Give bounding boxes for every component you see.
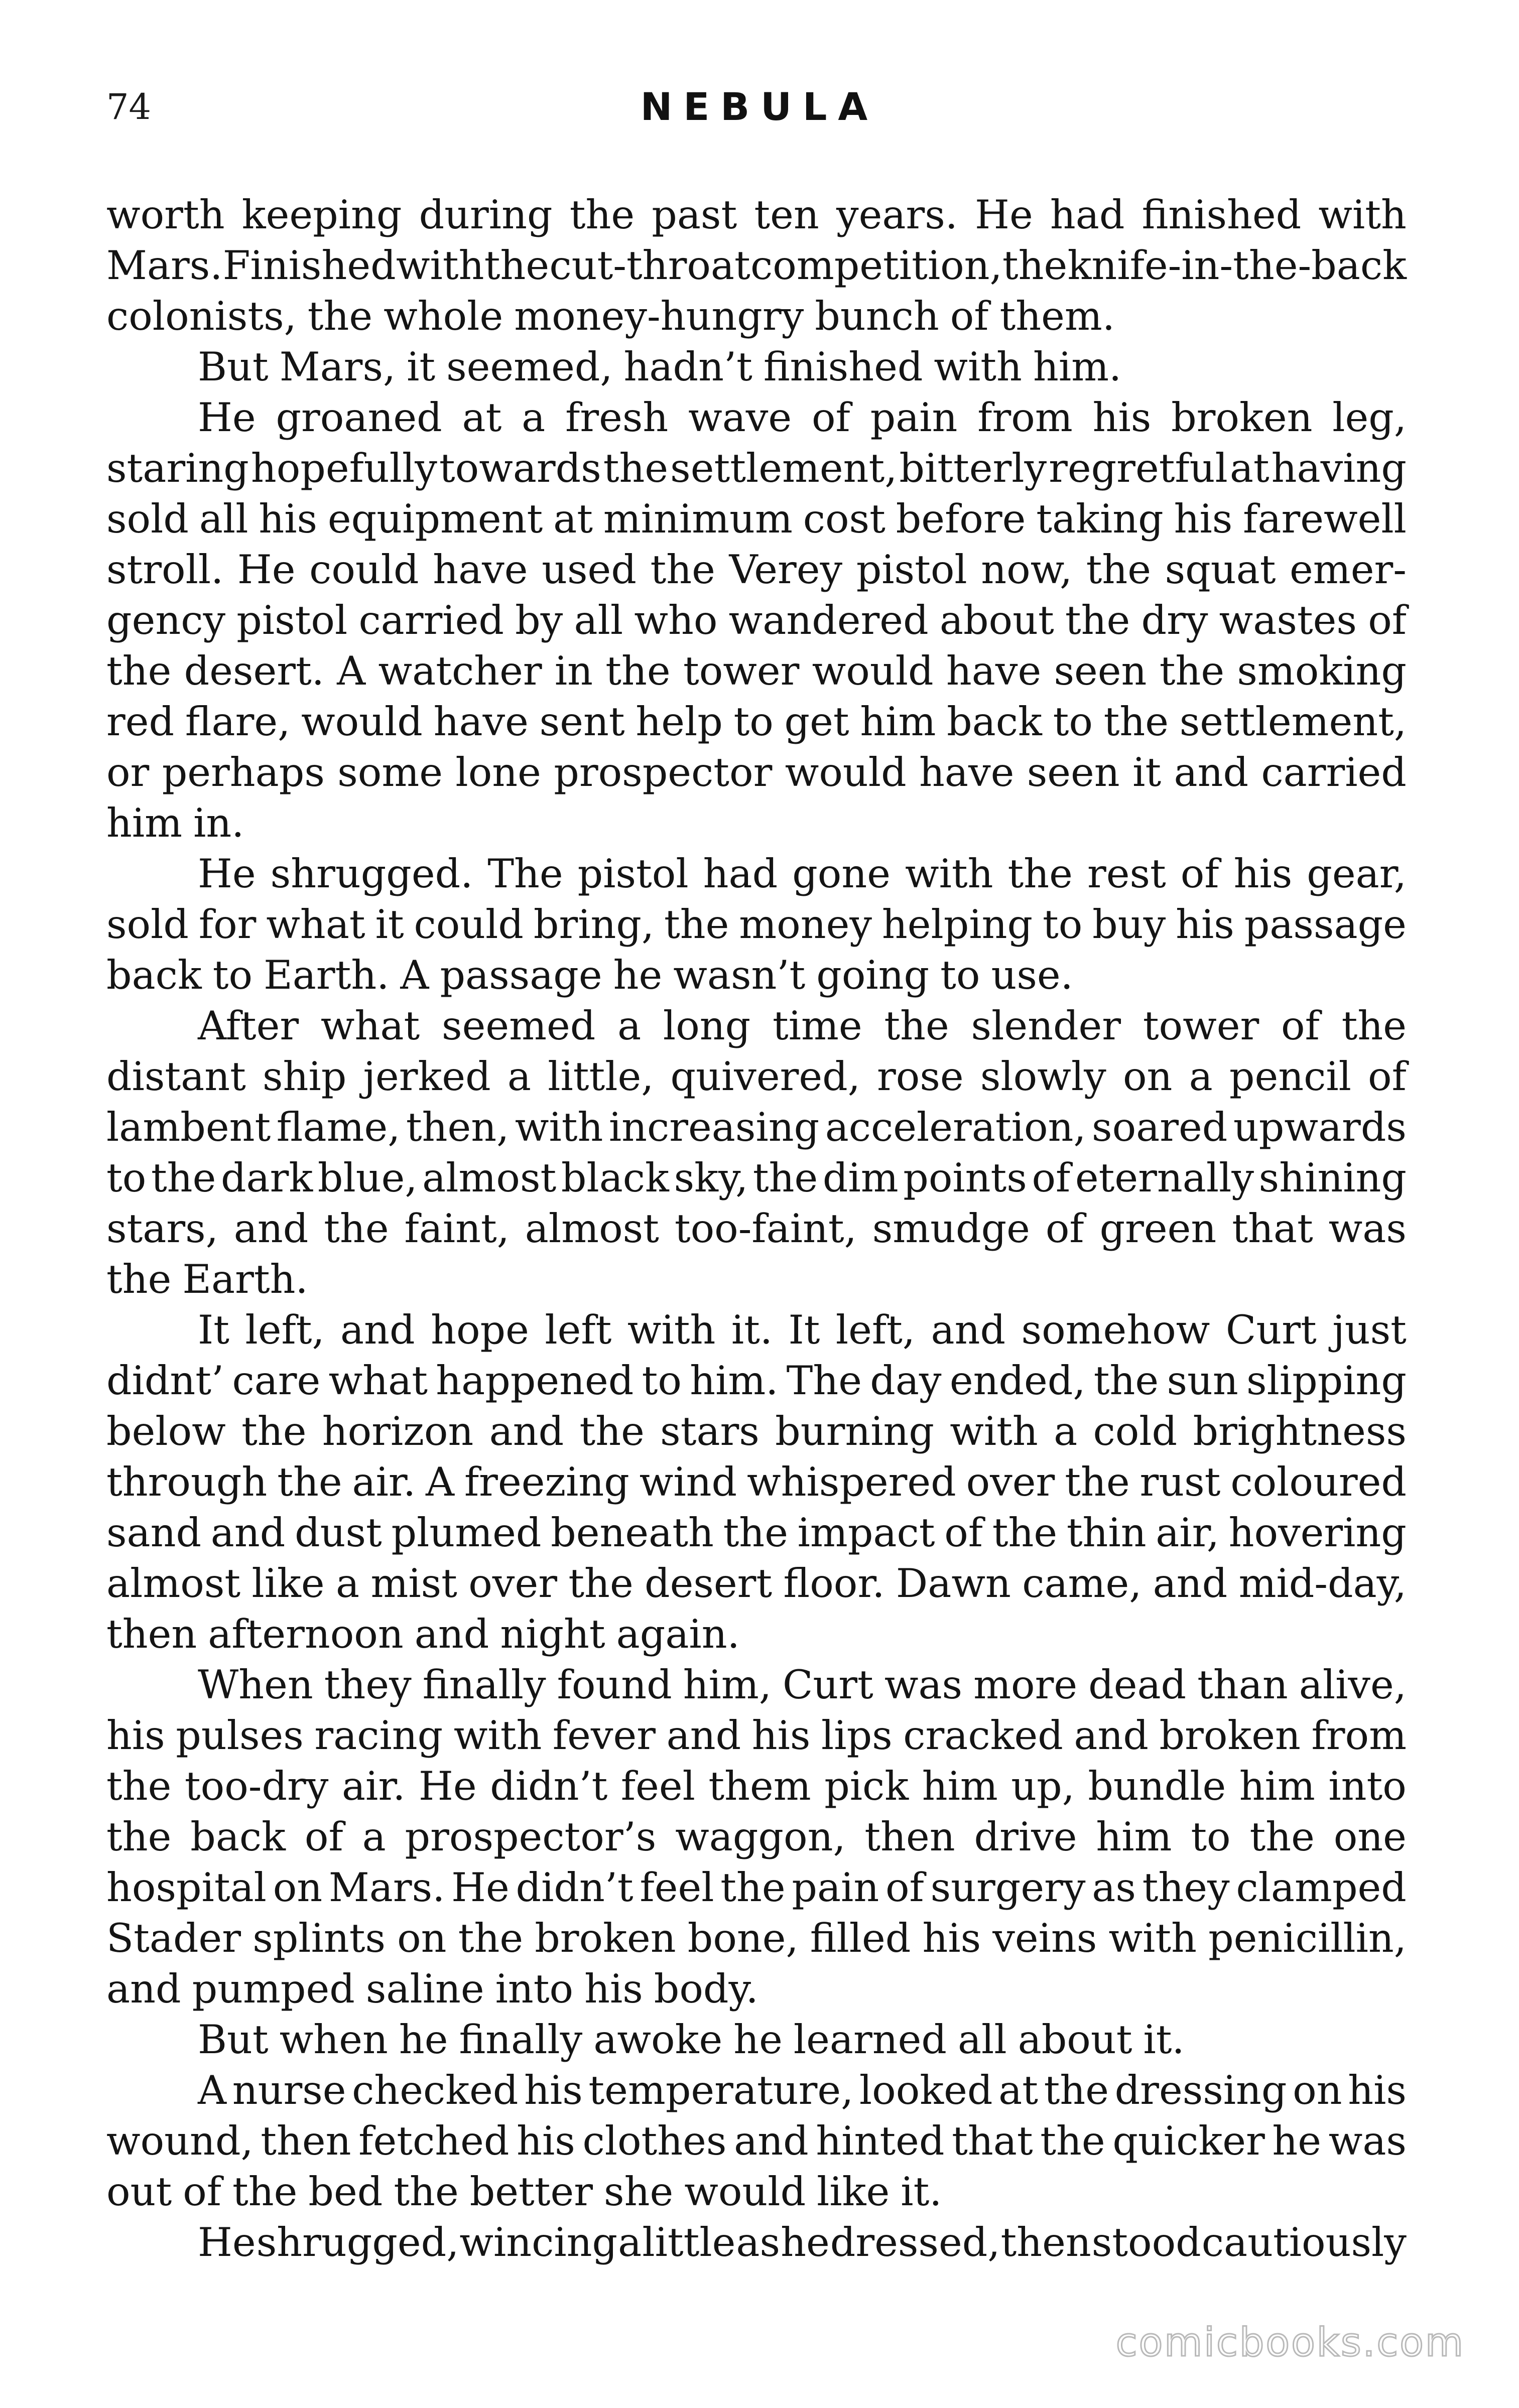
text-line: almost like a mist over the desert floor. Dawn came, and mid-day, <box>106 1560 1407 1607</box>
text-line: sand and dust plumed beneath the impact of the thin air, hovering <box>106 1510 1407 1556</box>
text-line: But when he finally awoke he learned all about it. <box>198 2017 1185 2063</box>
text-line: back to Earth. A passage he wasn’t going to use. <box>106 952 1073 998</box>
text-line: Mars. Finished with the cut-throat competition, the knife-in-the-back <box>106 242 1407 289</box>
text-line: It left, and hope left with it. It left, and somehow Curt just <box>198 1307 1407 1353</box>
text-line: distant ship jerked a little, quivered, rose slowly on a pencil of <box>106 1053 1407 1100</box>
text-line: He groaned at a fresh wave of pain from his broken leg, <box>198 394 1407 441</box>
text-line: the back of a prospector’s waggon, then drive him to the one <box>106 1814 1407 1860</box>
text-line: Stader splints on the broken bone, filled his veins with penicillin, <box>106 1915 1407 1961</box>
text-line: A nurse checked his temperature, looked at the dressing on his <box>198 2067 1407 2113</box>
text-line: stars, and the faint, almost too-faint, smudge of green that was <box>106 1206 1407 1252</box>
text-line: sold all his equipment at minimum cost before taking his farewell <box>106 496 1407 542</box>
text-line: colonists, the whole money-hungry bunch of them. <box>106 293 1115 339</box>
text-line: But Mars, it seemed, hadn’t finished with him. <box>198 344 1122 390</box>
watermark: comicbooks.com <box>1115 2320 1465 2365</box>
text-line: lambent flame, then, with increasing acceleration, soared upwards <box>106 1104 1407 1150</box>
text-line: worth keeping during the past ten years. He had finished with <box>106 192 1407 238</box>
text-line: staring hopefully towards the settlement, bitterly regretful at having <box>106 445 1407 491</box>
text-line: didnt’ care what happened to him. The day ended, the sun slipping <box>106 1358 1407 1404</box>
text-line: the desert. A watcher in the tower would have seen the smoking <box>106 648 1407 694</box>
page-number: 74 <box>106 86 152 127</box>
text-line: red flare, would have sent help to get him back to the settlement, <box>106 699 1407 745</box>
text-line: wound, then fetched his clothes and hinted that the quicker he was <box>106 2118 1407 2164</box>
text-line: He shrugged, wincing a little as he dressed, then stood cautiously <box>198 2219 1407 2265</box>
text-line: then afternoon and night again. <box>106 1611 740 1657</box>
text-line: gency pistol carried by all who wandered about the dry wastes of <box>106 597 1407 643</box>
body-text <box>106 190 1407 2268</box>
text-line: stroll. He could have used the Verey pistol now, the squat emer- <box>106 547 1407 593</box>
text-line: When they finally found him, Curt was more dead than alive, <box>198 1662 1407 1708</box>
text-line: his pulses racing with fever and his lips cracked and broken from <box>106 1712 1407 1759</box>
text-line: out of the bed the better she would like it. <box>106 2169 942 2215</box>
text-line: to the dark blue, almost black sky, the dim points of eternally shining <box>106 1155 1407 1201</box>
text-line: He shrugged. The pistol had gone with the rest of his gear, <box>198 851 1407 897</box>
text-line: and pumped saline into his body. <box>106 1966 758 2012</box>
text-line: sold for what it could bring, the money helping to buy his passage <box>106 901 1407 948</box>
text-line: through the air. A freezing wind whispered over the rust coloured <box>106 1459 1407 1505</box>
text-line: him in. <box>106 800 244 846</box>
text-line: below the horizon and the stars burning with a cold brightness <box>106 1408 1407 1454</box>
running-head-title: NEBULA <box>640 84 879 129</box>
text-line: After what seemed a long time the slender tower of the <box>198 1003 1407 1049</box>
text-line: hospital on Mars. He didn’t feel the pain of surgery as they clamped <box>106 1864 1407 1911</box>
text-line: or perhaps some lone prospector would have seen it and carried <box>106 749 1407 795</box>
text-line: the too-dry air. He didn’t feel them pick him up, bundle him into <box>106 1763 1407 1809</box>
text-line: the Earth. <box>106 1256 308 1302</box>
